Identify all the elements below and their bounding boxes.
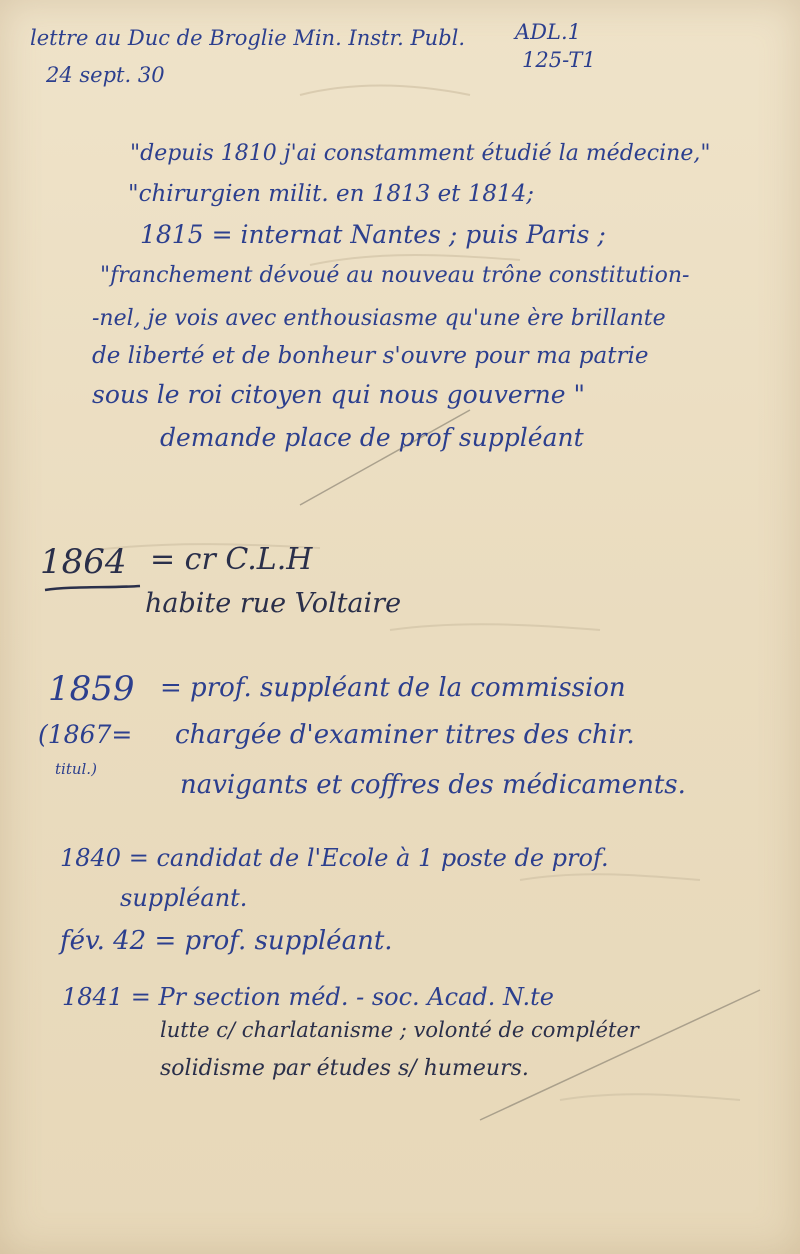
quote-line-6: de liberté et de bonheur s'ouvre pour ma patrie [92,343,649,369]
entry-1859-line-2: chargée d'examiner titres des chir. [175,720,635,750]
quote-line-2: "chirurgien milit. en 1813 et 1814; [128,181,535,207]
quote-line-4: "franchement dévoué au nouveau trône constitution- [100,263,690,288]
quote-line-7: sous le roi citoyen qui nous gouverne " [92,380,585,409]
entry-1859-text: = prof. suppléant de la commission [160,673,626,703]
quote-line-8: demande place de prof suppléant [160,423,584,452]
quote-line-5: -nel, je vois avec enthousiasme qu'une ère brillante [92,306,666,331]
entry-1864-text: = cr C.L.H [150,542,313,577]
entry-1859-line-3: navigants et coffres des médicaments. [180,770,686,800]
entry-1841-line-1: 1841 = Pr section méd. - soc. Acad. N.te [62,983,554,1011]
entry-1840-line-1: 1840 = candidat de l'Ecole à 1 poste de prof. [60,844,609,872]
entry-1864-year: 1864 [40,542,127,582]
archive-ref-1: ADL.1 [515,20,581,44]
header-title: lettre au Duc de Broglie Min. Instr. Publ. [30,26,466,50]
entry-1859-side-2: titul.) [55,760,97,778]
quote-line-3: 1815 = internat Nantes ; puis Paris ; [140,220,606,249]
header-date: 24 sept. 30 [46,63,165,87]
entry-1859-side-1: (1867= [38,720,133,749]
quote-line-1: "depuis 1810 j'ai constamment étudié la médecine," [130,141,711,166]
entry-1864-address: habite rue Voltaire [145,588,402,619]
entry-1859-year: 1859 [48,669,135,709]
archive-ref-2: 125-T1 [522,48,596,72]
entry-1841-line-3: solidisme par études s/ humeurs. [160,1056,529,1081]
entry-1841-line-2: lutte c/ charlatanisme ; volonté de compléter [160,1018,639,1042]
entry-fev42: fév. 42 = prof. suppléant. [60,926,393,956]
entry-1840-line-2: suppléant. [120,884,248,912]
